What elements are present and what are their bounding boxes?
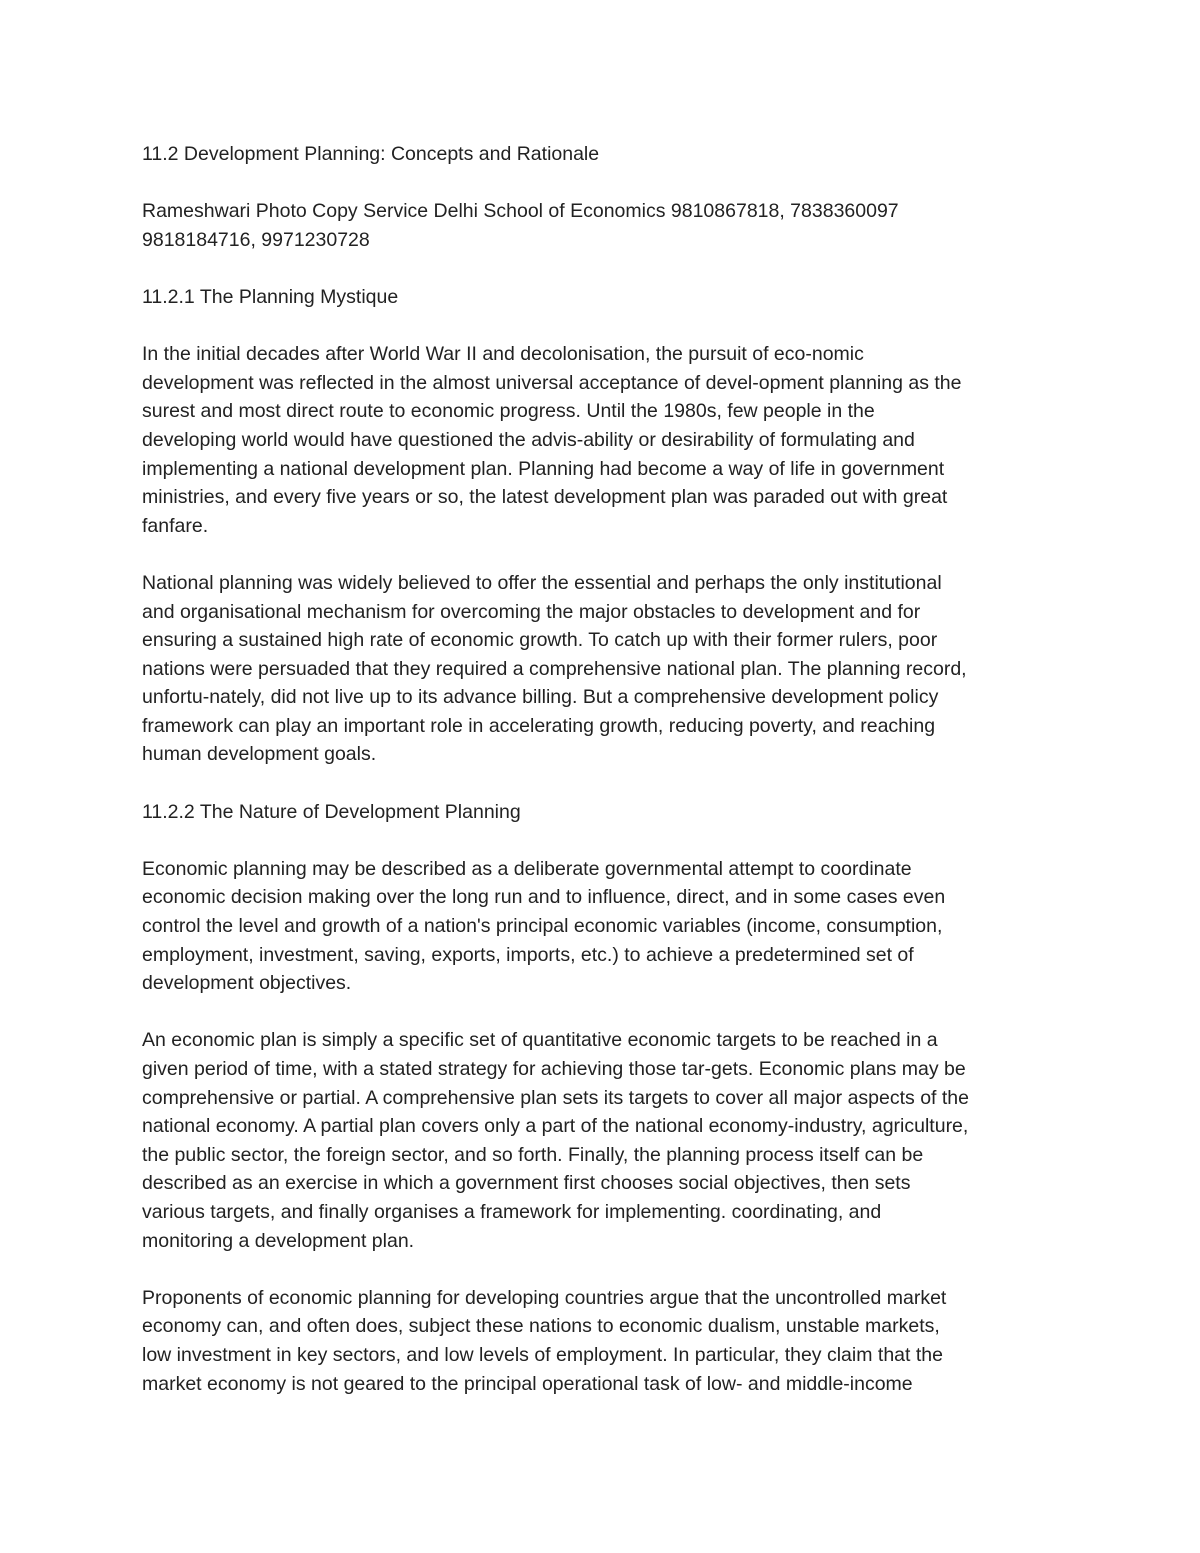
paragraph-5 bbox=[142, 1284, 1072, 1398]
text-line: development objectives. bbox=[142, 972, 352, 995]
text-line: In the initial decades after World War II and decolonisation, the pursuit of eco-nomic bbox=[142, 343, 864, 366]
text-line: various targets, and finally organises a framework for implementing. coordinating, and bbox=[142, 1200, 882, 1223]
text-line: economic decision making over the long run and to influence, direct, and in some cases even bbox=[142, 886, 946, 909]
text-line: implementing a national development plan. Planning had become a way of life in government bbox=[142, 457, 945, 480]
text-line: Proponents of economic planning for developing countries argue that the uncontrolled market bbox=[142, 1286, 947, 1309]
text-line: unfortu-nately, did not live up to its advance billing. But a comprehensive development policy bbox=[142, 686, 939, 709]
text-line: developing world would have questioned the advis-ability or desirability of formulating and bbox=[142, 428, 915, 451]
text-line: market economy is not geared to the principal operational task of low- and middle-income bbox=[142, 1372, 913, 1395]
text-line: the public sector, the foreign sector, and so forth. Finally, the planning process itself can be bbox=[142, 1143, 924, 1166]
source-note-line: Rameshwari Photo Copy Service Delhi School of Economics 9810867818, 7838360097 bbox=[142, 200, 899, 223]
source-note-line: 9818184716, 9971230728 bbox=[142, 228, 370, 251]
subsection-heading-planning-mystique: 11.2.1 The Planning Mystique bbox=[142, 285, 399, 308]
text-line: economy can, and often does, subject these nations to economic dualism, unstable markets, bbox=[142, 1315, 940, 1338]
text-line: framework can play an important role in accelerating growth, reducing poverty, and reaching bbox=[142, 714, 936, 737]
text-line: Economic planning may be described as a deliberate governmental attempt to coordinate bbox=[142, 857, 912, 880]
text-line: An economic plan is simply a specific set of quantitative economic targets to be reached in a bbox=[142, 1029, 938, 1052]
text-line: employment, investment, saving, exports, imports, etc.) to achieve a predetermined set of bbox=[142, 943, 914, 966]
text-line: development was reflected in the almost universal acceptance of devel-opment planning as the bbox=[142, 371, 962, 394]
text-line: National planning was widely believed to offer the essential and perhaps the only institutional bbox=[142, 571, 942, 594]
text-line: and organisational mechanism for overcoming the major obstacles to development and for bbox=[142, 600, 921, 623]
text-line: ministries, and every five years or so, the latest development plan was paraded out with great bbox=[142, 486, 948, 509]
paragraph-4 bbox=[142, 1026, 1072, 1255]
text-line: national economy. A partial plan covers only a part of the national economy-industry, agriculture, bbox=[142, 1115, 969, 1138]
text-line: described as an exercise in which a government first chooses social objectives, then sets bbox=[142, 1172, 911, 1195]
paragraph-1 bbox=[142, 340, 1072, 540]
paragraph-2 bbox=[142, 569, 1072, 769]
text-line: fanfare. bbox=[142, 514, 209, 537]
section-heading: 11.2 Development Planning: Concepts and Rationale bbox=[142, 143, 600, 165]
text-line: comprehensive or partial. A comprehensive plan sets its targets to cover all major aspects of the bbox=[142, 1086, 969, 1109]
text-line: human development goals. bbox=[142, 743, 377, 766]
text-line: monitoring a development plan. bbox=[142, 1229, 415, 1252]
subsection-heading-nature-of-planning: 11.2.2 The Nature of Development Planning bbox=[142, 800, 521, 823]
document-page bbox=[142, 140, 1072, 1427]
text-line: low investment in key sectors, and low levels of employment. In particular, they claim that the bbox=[142, 1343, 943, 1366]
source-note bbox=[142, 197, 1072, 254]
text-line: nations were persuaded that they required a comprehensive national plan. The planning record, bbox=[142, 657, 967, 680]
text-line: surest and most direct route to economic progress. Until the 1980s, few people in the bbox=[142, 400, 875, 423]
text-line: control the level and growth of a nation's principal economic variables (income, consumption, bbox=[142, 915, 943, 938]
paragraph-3 bbox=[142, 855, 1072, 998]
text-line: given period of time, with a stated strategy for achieving those tar-gets. Economic plans may be bbox=[142, 1058, 966, 1080]
text-line: ensuring a sustained high rate of economic growth. To catch up with their former rulers, poor bbox=[142, 629, 938, 652]
